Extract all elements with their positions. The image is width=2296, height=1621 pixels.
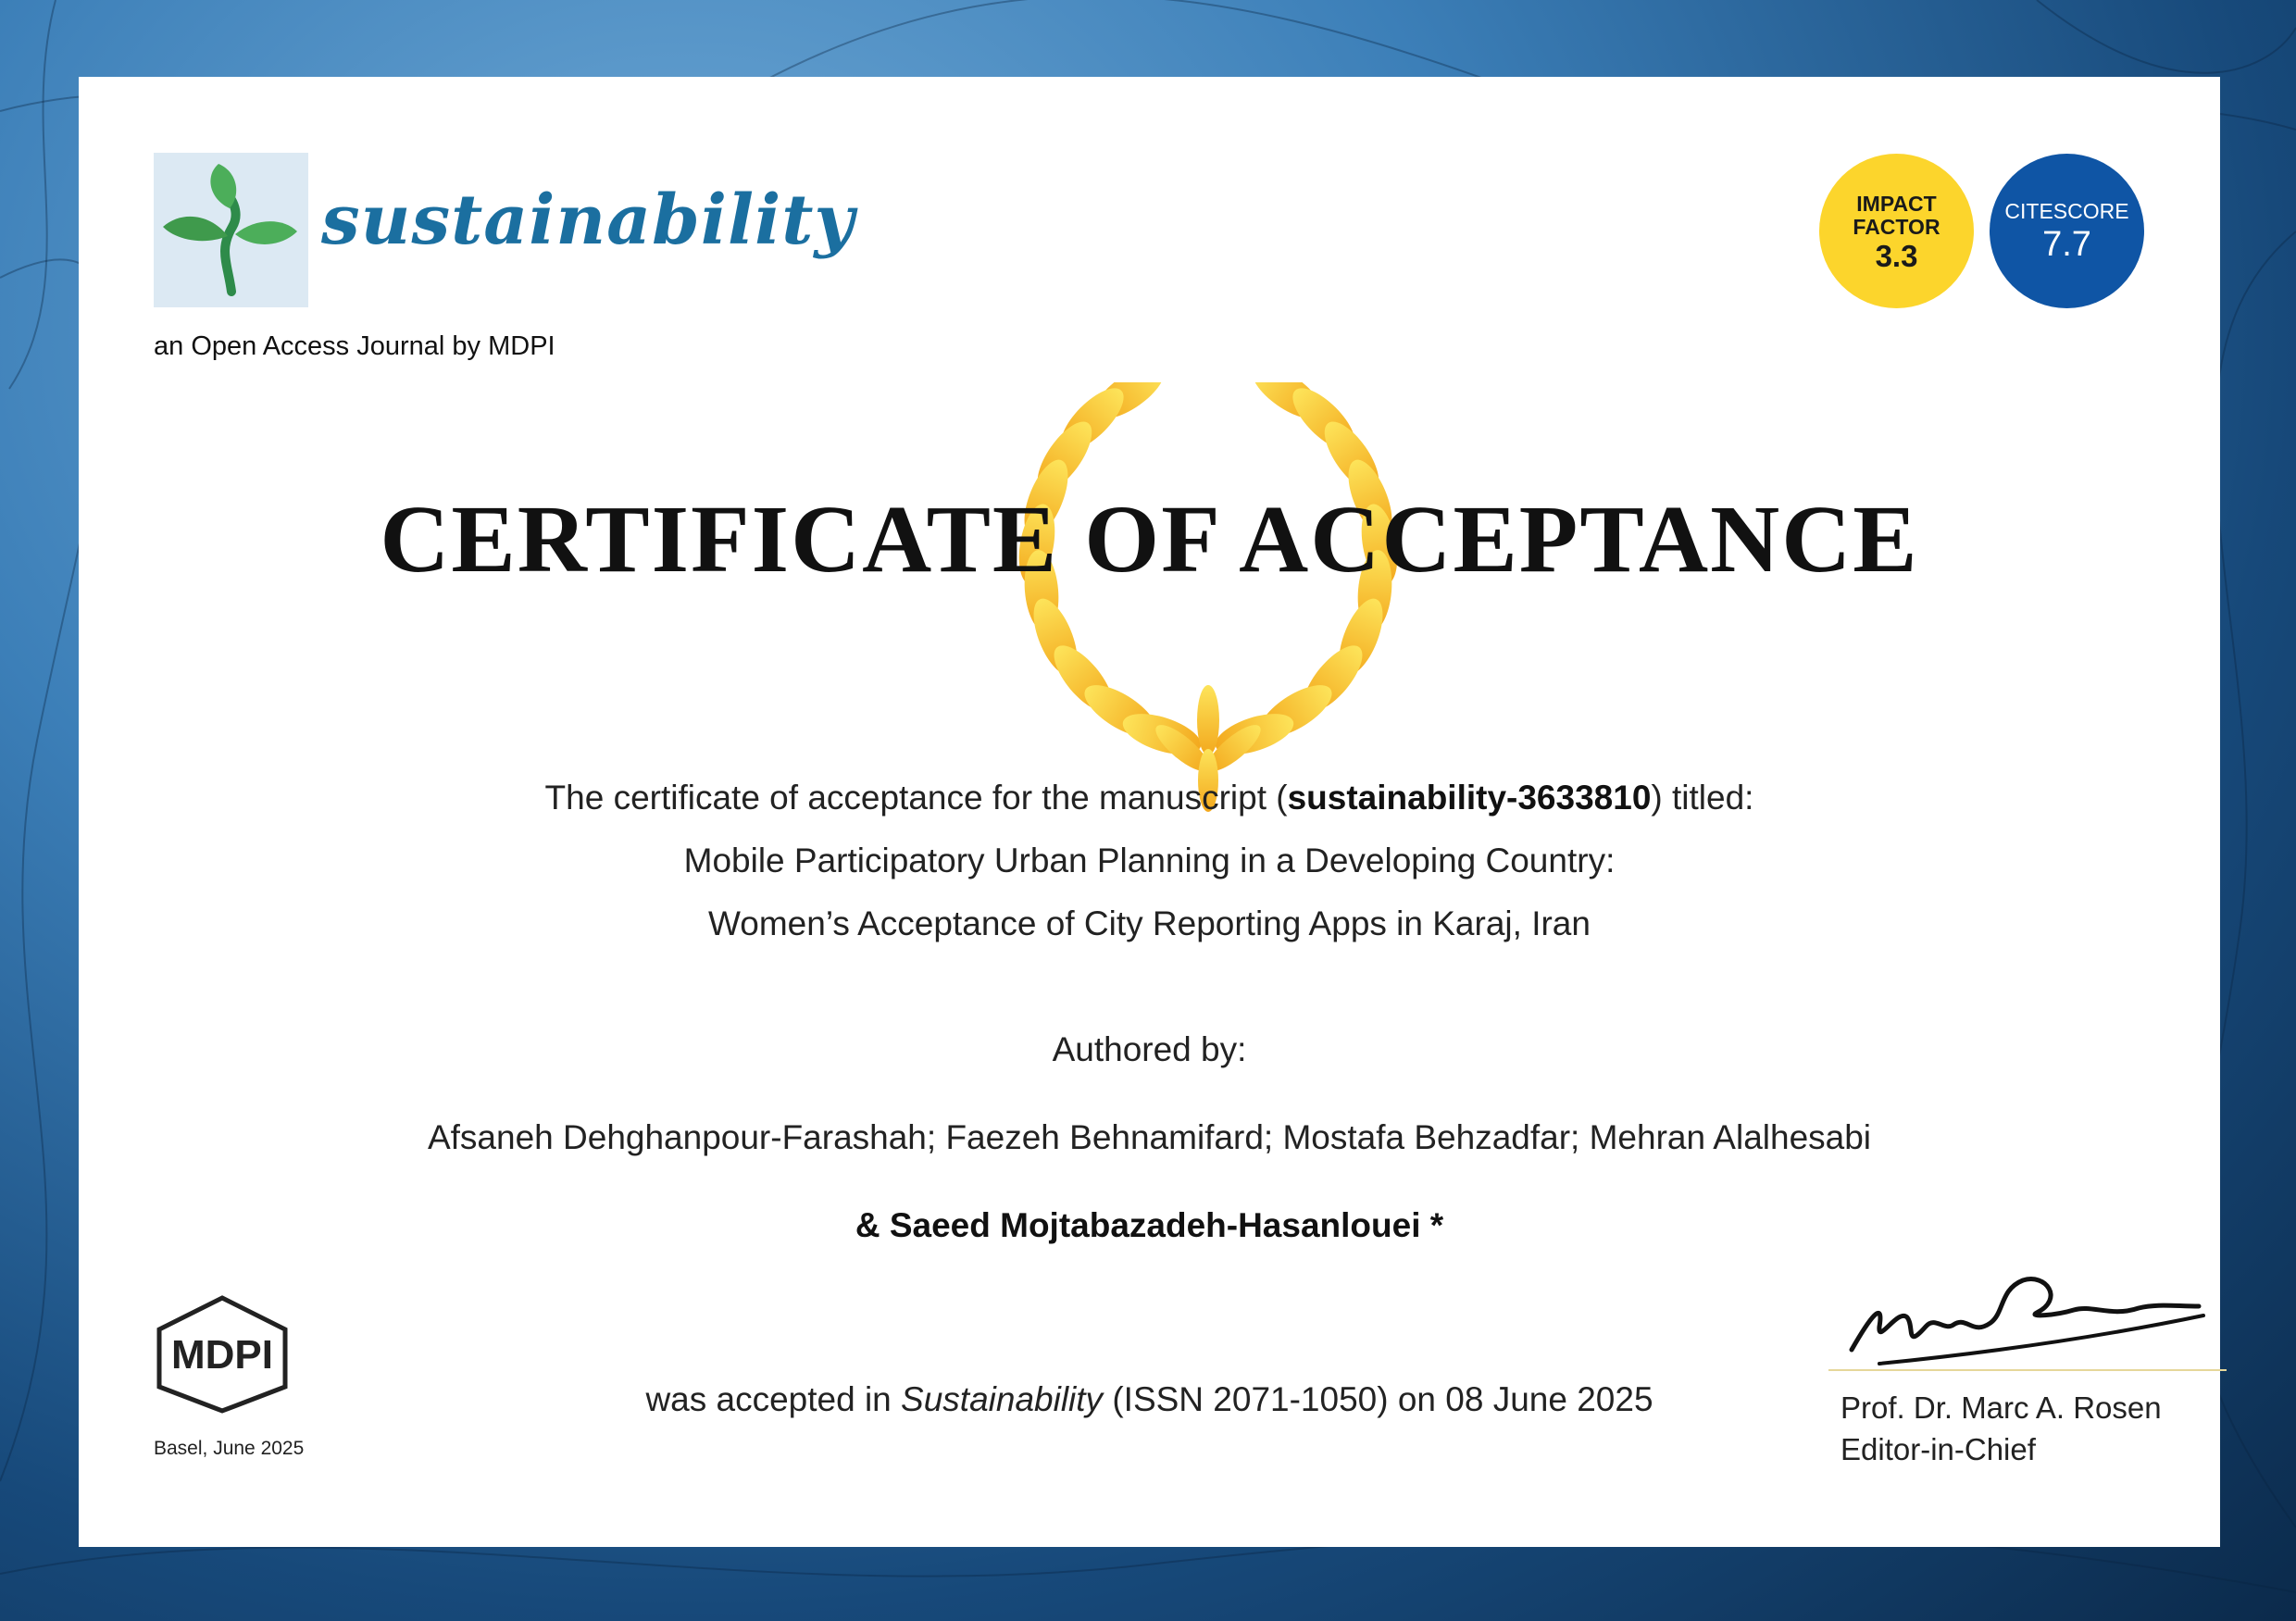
impact-factor-label: IMPACT FACTOR — [1853, 192, 1940, 239]
mdpi-logo-text: MDPI — [171, 1332, 273, 1378]
accepted-prefix: was accepted in — [645, 1380, 902, 1418]
certificate-card — [79, 77, 2220, 1547]
last-author-prefix: & — [855, 1206, 890, 1244]
impact-factor-badge — [1819, 154, 1974, 308]
mdpi-logo-icon — [153, 1294, 292, 1415]
authors-list: Afsaneh Dehghanpour-Farashah; Faezeh Behnamifard; Mostafa Behzadfar; Mehran Alalhesabi — [427, 1118, 1872, 1156]
certificate-title: CERTIFICATE OF ACCEPTANCE — [380, 486, 1919, 592]
signature-line — [1828, 1369, 2227, 1371]
editor-name: Prof. Dr. Marc A. Rosen — [1841, 1390, 2162, 1425]
place-date: Basel, June 2025 — [154, 1438, 305, 1459]
impact-factor-value: 3.3 — [1875, 239, 1918, 273]
authored-by-label: Authored by: — [1052, 1030, 1247, 1068]
citescore-value: 7.7 — [2042, 225, 2091, 264]
signature-image — [1842, 1262, 2213, 1382]
sprout-logo-icon — [154, 153, 308, 307]
editor-role: Editor-in-Chief — [1841, 1432, 2036, 1466]
laurel-wreath-icon — [967, 382, 1449, 817]
intro-prefix: The certificate of acceptance for the manuscript ( — [544, 779, 1288, 817]
last-author-line — [79, 1206, 2220, 1245]
citescore-label: CITESCORE — [2004, 199, 2129, 223]
accepted-journal: Sustainability — [901, 1380, 1104, 1418]
journal-logo — [154, 153, 308, 307]
paper-title-line-1: Mobile Participatory Urban Planning in a Developing Country: — [683, 842, 1616, 879]
editor-block — [1841, 1387, 2162, 1470]
journal-name: sustainability — [321, 181, 855, 260]
intro-suffix: ) titled: — [1651, 779, 1754, 817]
accepted-suffix: (ISSN 2071-1050) on 08 June 2025 — [1103, 1380, 1653, 1418]
manuscript-id: sustainability-3633810 — [1287, 779, 1652, 817]
manuscript-intro — [79, 779, 2220, 817]
journal-tagline: an Open Access Journal by MDPI — [154, 331, 555, 361]
paper-title-line-2: Women’s Acceptance of City Reporting Apps in Karaj, Iran — [708, 904, 1591, 942]
last-author: Saeed Mojtabazadeh-Hasanlouei * — [889, 1206, 1444, 1244]
citescore-badge — [1990, 154, 2144, 308]
